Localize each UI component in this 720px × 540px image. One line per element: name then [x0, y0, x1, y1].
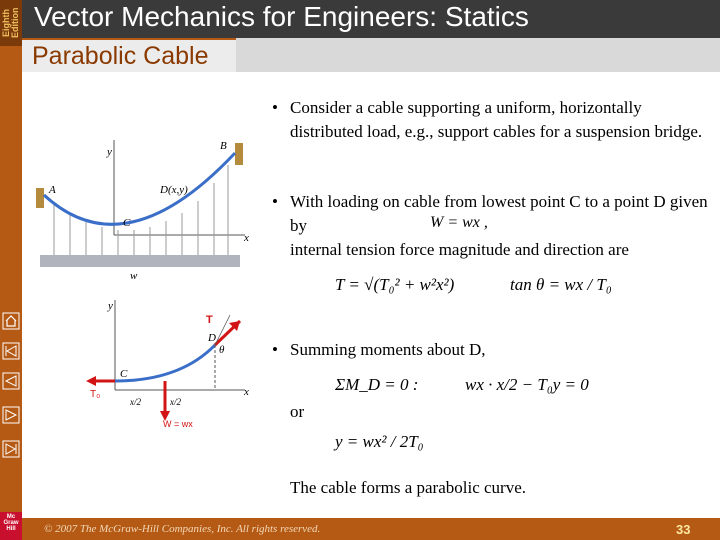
or-text: or [290, 402, 305, 421]
label-half-2: x/2 [170, 397, 181, 407]
section-subtitle: Parabolic Cable [32, 42, 209, 70]
moment-equation: ΣM_D = 0 : [335, 375, 419, 394]
label-y2: y [108, 300, 113, 312]
label-a: A [49, 184, 56, 196]
page-title: Vector Mechanics for Engineers: Statics [34, 1, 529, 32]
next-slide-icon[interactable] [2, 406, 20, 424]
bullet-dot: • [272, 98, 278, 117]
label-t: T [206, 314, 213, 326]
first-slide-icon[interactable] [2, 342, 20, 360]
label-t0: T₀ [90, 389, 101, 400]
angle-equation: tan θ = wx / T₀ [510, 275, 612, 294]
conclusion-text: The cable forms a parabolic curve. [290, 478, 526, 497]
label-d: D(x,y) [160, 184, 188, 196]
t0-arrow-head [86, 376, 96, 386]
label-d2: D [208, 332, 216, 344]
bullet-1 [272, 96, 705, 144]
previous-slide-icon[interactable] [2, 372, 20, 390]
label-x2: x [244, 386, 249, 398]
angle-ref-line [215, 315, 230, 345]
cable-figure [30, 135, 260, 285]
bullet-2 [272, 190, 710, 238]
free-body-diagram [80, 295, 260, 435]
label-load: W = wx [163, 419, 193, 429]
bullet-2-cont [290, 238, 710, 262]
label-x: x [244, 232, 249, 244]
bridge-deck [40, 255, 240, 267]
publisher-logo: Mc Graw Hill [0, 512, 22, 540]
hanger-lines [54, 165, 228, 255]
bullet-3-text: Summing moments about D, [290, 340, 486, 359]
label-y: y [107, 146, 112, 158]
edition-label: Eighth Edition [0, 0, 22, 46]
label-b: B [220, 140, 227, 152]
sidebar [0, 0, 22, 540]
page-number: 33 [676, 522, 691, 537]
bullet-dot: • [272, 192, 278, 211]
moment-expansion: wx · x/2 − T₀y = 0 [465, 375, 589, 394]
bullet-3 [272, 338, 710, 362]
cable-curve [44, 153, 235, 224]
label-w: w [130, 270, 138, 282]
support-a [36, 188, 44, 208]
label-half-1: x/2 [130, 397, 141, 407]
bullet-2-text: With loading on cable from lowest point C to a point D given by [290, 192, 708, 235]
parabola-equation: y = wx² / 2T₀ [335, 432, 424, 451]
label-c2: C [120, 368, 128, 380]
label-theta: θ [219, 344, 225, 356]
load-equation: W = wx , [430, 214, 488, 231]
copyright-text: © 2007 The McGraw-Hill Companies, Inc. All rights reserved. [44, 523, 321, 535]
bullet-1-text: Consider a cable supporting a uniform, horizontally distributed load, e.g., support cables for a suspension bridge. [290, 98, 703, 141]
tension-equation: T = √(T₀² + w²x²) [335, 275, 455, 294]
cable-segment [115, 345, 215, 381]
bullet-dot: • [272, 340, 278, 359]
support-b [235, 143, 243, 165]
bullet-2-cont-text: internal tension force magnitude and direction are [290, 240, 629, 259]
home-icon[interactable] [2, 312, 20, 330]
last-slide-icon[interactable] [2, 440, 20, 458]
label-c: C [123, 217, 131, 229]
